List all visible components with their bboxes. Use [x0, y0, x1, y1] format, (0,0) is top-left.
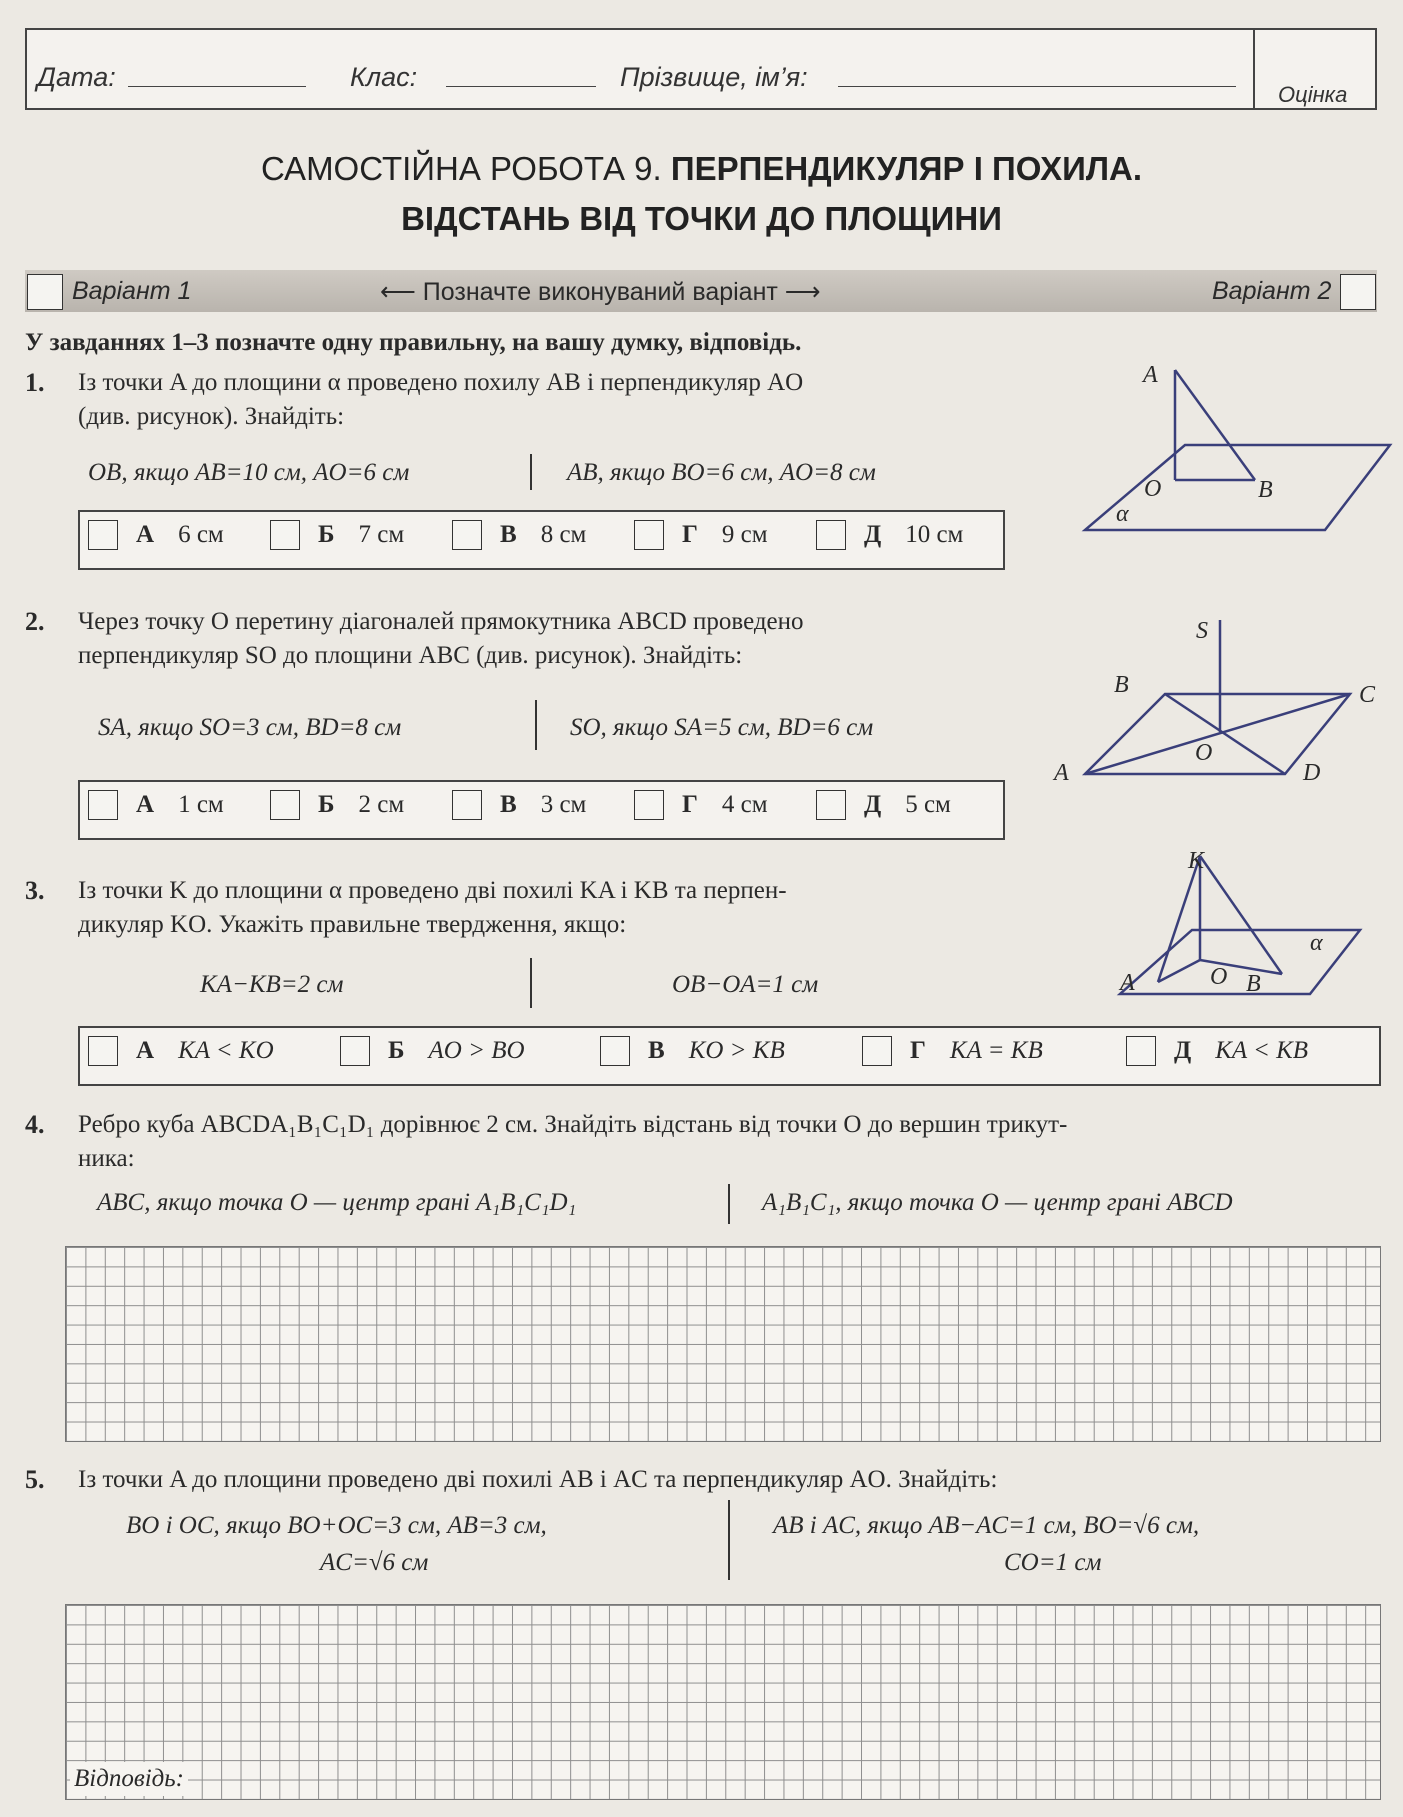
task1-text-1: Із точки A до площини α проведено похилу AB і перпендикуляр AO — [78, 369, 804, 396]
task4-left: ABC, якщо точка O — центр грані A₁B₁C₁D₁ — [97, 1189, 577, 1216]
task2-options — [78, 780, 1005, 840]
task3-text-1: Із точки K до площини α проведено дві похилі KA і KB та перпен- — [78, 877, 787, 904]
task1-options — [78, 510, 1005, 570]
task3-number: 3. — [25, 876, 45, 905]
task3-option-c[interactable] — [600, 1036, 785, 1066]
task4-right: A₁B₁C₁, якщо точка O — центр грані ABCD — [762, 1189, 1233, 1216]
task2-number: 2. — [25, 607, 45, 636]
option-value: KA < KO — [178, 1037, 274, 1064]
checkbox[interactable] — [452, 790, 482, 820]
task5-left-1: BO і OC, якщо BO+OC=3 см, AB=3 см, — [126, 1512, 547, 1539]
task5-answer-grid[interactable] — [65, 1604, 1381, 1800]
fig3-label-k: K — [1188, 848, 1205, 874]
fig2-diagonal-bd — [1165, 694, 1285, 774]
option-value: 1 см — [178, 791, 224, 818]
option-letter: Б — [318, 521, 335, 548]
variant-mark: ⟵ Позначте виконуваний варіант ⟶ — [380, 278, 821, 306]
option-letter: Б — [318, 791, 335, 818]
option-letter: Б — [388, 1037, 405, 1064]
task1-option-b[interactable] — [270, 520, 404, 550]
task3-left: KA−KB=2 см — [200, 971, 344, 998]
fig1-label-b: B — [1258, 477, 1273, 503]
variant1-checkbox[interactable] — [27, 274, 63, 310]
task2-option-a[interactable] — [88, 790, 224, 820]
checkbox[interactable] — [270, 790, 300, 820]
task2-option-b[interactable] — [270, 790, 404, 820]
task5-text-1: Із точки A до площини проведено дві похилі AB і AC та перпендикуляр AO. Знайдіть: — [78, 1466, 998, 1493]
option-letter: Д — [864, 791, 882, 818]
checkbox[interactable] — [634, 790, 664, 820]
fig3-plane — [1120, 930, 1360, 994]
checkbox[interactable] — [600, 1036, 630, 1066]
checkbox[interactable] — [816, 790, 846, 820]
option-letter: Г — [682, 521, 698, 548]
fig2-label-s: S — [1196, 618, 1208, 644]
fig3-label-b: B — [1246, 971, 1261, 997]
fig1-incline — [1175, 370, 1255, 480]
task4-number: 4. — [25, 1110, 45, 1139]
fig3-label-a: A — [1120, 970, 1135, 996]
task5-number: 5. — [25, 1465, 45, 1494]
checkbox[interactable] — [634, 520, 664, 550]
task3-option-d[interactable] — [862, 1036, 1043, 1066]
task2-option-e[interactable] — [816, 790, 951, 820]
option-value: 7 см — [358, 521, 405, 548]
task2-figure — [1050, 610, 1390, 790]
title-bold: ПЕРПЕНДИКУЛЯР І ПОХИЛА. — [670, 150, 1143, 187]
class-field[interactable] — [446, 86, 596, 87]
fig3-label-alpha: α — [1310, 930, 1323, 956]
page-title — [0, 150, 1403, 188]
task5-left-2: AC=√6 см — [320, 1549, 429, 1576]
task4-text-2: ника: — [78, 1145, 135, 1172]
title-prefix: САМОСТІЙНА РОБОТА 9. — [260, 150, 662, 187]
option-value: 8 см — [540, 521, 587, 548]
name-label: Прізвище, ім’я: — [620, 62, 808, 92]
fig2-label-a: A — [1054, 760, 1069, 786]
option-letter: А — [136, 521, 155, 548]
date-label: Дата: — [37, 62, 116, 92]
task2-option-c[interactable] — [452, 790, 586, 820]
checkbox[interactable] — [88, 790, 118, 820]
fig3-label-o: O — [1210, 964, 1228, 990]
task5-divider — [728, 1500, 730, 1580]
grade-separator — [1253, 28, 1255, 110]
option-letter: А — [136, 791, 155, 818]
variant2-label: Варіант 2 — [1212, 277, 1332, 305]
checkbox[interactable] — [270, 520, 300, 550]
fig2-label-o: O — [1195, 740, 1213, 766]
task3-divider — [530, 958, 532, 1008]
option-letter: Г — [910, 1037, 926, 1064]
grade-label: Оцінка — [1278, 82, 1348, 107]
option-letter: Д — [1174, 1037, 1192, 1064]
task5-right-1: AB і AC, якщо AB−AC=1 см, BO=√6 см, — [773, 1512, 1200, 1539]
task1-option-d[interactable] — [634, 520, 768, 550]
fig1-label-a: A — [1143, 362, 1158, 388]
checkbox[interactable] — [88, 520, 118, 550]
option-letter: В — [500, 521, 517, 548]
task3-options — [78, 1026, 1381, 1086]
option-value: 6 см — [178, 521, 224, 548]
option-value: 10 см — [905, 521, 964, 548]
option-value: 9 см — [721, 521, 768, 548]
task1-figure — [1070, 360, 1400, 540]
task1-divider — [530, 454, 532, 490]
task1-right: AB, якщо BO=6 см, AO=8 см — [567, 459, 876, 486]
task3-text-2: дикуляр KO. Укажіть правильне твердження, якщо: — [78, 911, 627, 938]
task1-left: OB, якщо AB=10 см, AO=6 см — [88, 459, 410, 486]
option-letter: А — [136, 1037, 155, 1064]
checkbox[interactable] — [1126, 1036, 1156, 1066]
class-label: Клас: — [350, 62, 418, 92]
date-field[interactable] — [128, 86, 306, 87]
task5-right-2: CO=1 см — [1004, 1549, 1102, 1576]
task2-divider — [535, 700, 537, 750]
fig2-label-c: C — [1359, 682, 1376, 708]
option-value: 3 см — [540, 791, 587, 818]
instruction: У завданнях 1–3 позначте одну правильну, на вашу думку, відповідь. — [25, 329, 802, 356]
page-title-line2: ВІДСТАНЬ ВІД ТОЧКИ ДО ПЛОЩИНИ — [401, 200, 1002, 237]
option-value: AO > BO — [428, 1037, 525, 1064]
task4-divider — [728, 1184, 730, 1224]
option-value: KA < KB — [1215, 1037, 1309, 1064]
task2-left: SA, якщо SO=3 см, BD=8 см — [98, 714, 402, 741]
checkbox[interactable] — [816, 520, 846, 550]
fig2-label-b: B — [1114, 672, 1129, 698]
task1-text-2: (див. рисунок). Знайдіть: — [78, 403, 345, 430]
task3-figure — [1110, 848, 1370, 1008]
task1-option-c[interactable] — [452, 520, 586, 550]
fig2-label-d: D — [1303, 760, 1321, 786]
option-value: 2 см — [358, 791, 405, 818]
task4-text-1: Ребро куба ABCDA₁B₁C₁D₁ дорівнює 2 см. Знайдіть відстань від точки O до вершин трикут- — [78, 1111, 1068, 1138]
name-field[interactable] — [838, 86, 1236, 87]
task4-answer-grid[interactable] — [65, 1246, 1381, 1442]
task1-option-a[interactable] — [88, 520, 224, 550]
option-letter: Д — [864, 521, 882, 548]
task3-right: OB−OA=1 см — [672, 971, 819, 998]
option-value: KO > KB — [688, 1037, 785, 1064]
task3-option-b[interactable] — [340, 1036, 525, 1066]
answer-label: Відповідь: — [70, 1762, 188, 1796]
fig3-incline-kb — [1200, 856, 1282, 974]
option-value: KA = KB — [949, 1037, 1043, 1064]
task3-option-e[interactable] — [1126, 1036, 1308, 1066]
checkbox[interactable] — [862, 1036, 892, 1066]
task1-option-e[interactable] — [816, 520, 963, 550]
task2-text-2: перпендикуляр SO до площини ABC (див. рисунок). Знайдіть: — [78, 642, 743, 669]
option-value: 4 см — [721, 791, 768, 818]
task2-right: SO, якщо SA=5 см, BD=6 см — [570, 714, 874, 741]
task2-option-d[interactable] — [634, 790, 768, 820]
task3-option-a[interactable] — [88, 1036, 274, 1066]
variant1-label: Варіант 1 — [72, 277, 192, 305]
fig1-label-o: O — [1144, 476, 1162, 502]
option-letter: В — [500, 791, 517, 818]
variant2-checkbox[interactable] — [1340, 274, 1376, 310]
checkbox[interactable] — [452, 520, 482, 550]
task2-text-1: Через точку O перетину діагоналей прямокутника ABCD проведено — [78, 608, 804, 635]
task1-number: 1. — [25, 368, 45, 397]
fig1-label-alpha: α — [1116, 501, 1129, 527]
option-letter: Г — [682, 791, 698, 818]
checkbox[interactable] — [88, 1036, 118, 1066]
checkbox[interactable] — [340, 1036, 370, 1066]
option-letter: В — [648, 1037, 665, 1064]
variant-mark-text: Позначте виконуваний варіант — [422, 278, 778, 306]
option-value: 5 см — [905, 791, 951, 818]
